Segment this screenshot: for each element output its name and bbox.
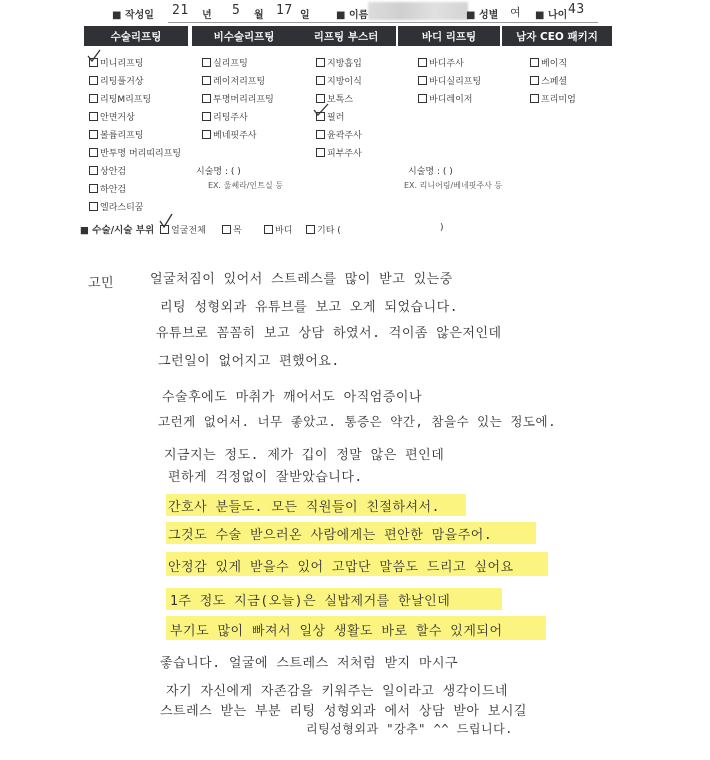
review-line: 편하게 걱정없이 잘받았습니다. (168, 470, 363, 485)
gender-value: 여 (510, 6, 522, 19)
review-line: 스트레스 받는 부분 리팅 성형외과 에서 상담 받아 보시길 (160, 704, 527, 719)
header-underline (168, 22, 598, 23)
review-line: 좋습니다. 얼굴에 스트레스 저처럼 받지 마시구 (160, 656, 459, 671)
tab-body-lifting: 바디 리프팅 (398, 26, 500, 46)
review-line: 고런게 없어서. 너무 좋았고. 통증은 약간, 참을수 있는 정도에. (158, 414, 557, 429)
age-value: 43 (568, 2, 585, 17)
date-day: 17 (276, 3, 293, 18)
review-line: 리팅성형외과 "강추" ^^ 드립니다. (306, 722, 513, 736)
procedure-example-1: EX. 울쎄라/인트실 등 (208, 181, 283, 190)
check-mark-icon (312, 102, 330, 118)
gender-label: ■ 성별 (466, 10, 499, 21)
review-line: 얼굴처짐이 있어서 스트레스를 많이 받고 있는중 (150, 272, 453, 287)
review-line: 리팅 성형외과 유튜브를 보고 오게 되었습니다. (160, 300, 459, 315)
review-line: 그런일이 없어지고 편했어요. (158, 354, 340, 369)
area-other-close: ) (440, 223, 444, 233)
name-redacted (368, 2, 468, 20)
check-mark-icon (158, 212, 174, 230)
tab-surgical-lifting: 수술리프팅 (84, 26, 188, 46)
review-line: 1주 정도 지금(오늘)은 실밥제거를 한날인데 (170, 594, 451, 609)
review-line: 그것도 수술 받으러온 사람에게는 편안한 맘을주어. (168, 528, 493, 543)
procedure-example-2: EX. 리니어링/베네핏주사 등 (404, 181, 503, 190)
check-mark-icon (86, 48, 102, 64)
name-label: ■ 이름 (336, 10, 369, 21)
area-label: ■ 수술/시술 부위 (80, 225, 155, 236)
day-label: 일 (300, 10, 310, 21)
review-line: 수술후에도 마취가 깨어서도 아직엄증이나 (162, 390, 423, 405)
review-recipient: 고민 (88, 276, 115, 291)
review-line: 자기 자신에게 자존감을 키워주는 일이라고 생각이드네 (166, 684, 508, 699)
tab-non-surgical-lifting: 비수술리프팅 (192, 26, 296, 46)
review-line: 유튜브로 꼼꼼히 보고 상담 하였서. 걱이좀 않은저인데 (156, 326, 502, 341)
age-label: ■ 나이 (535, 10, 568, 21)
date-month: 5 (232, 3, 241, 18)
tab-lifting-booster: 리프팅 부스터 (296, 26, 396, 46)
procedure-name-field-1[interactable]: 시술명 : ( ) (196, 167, 241, 177)
date-label: ■ 작성일 (112, 10, 154, 21)
review-line: 안정감 있게 받을수 있어 고맙단 말씀도 드리고 싶어요 (168, 560, 514, 575)
month-label: 월 (254, 10, 264, 21)
date-year: 21 (172, 3, 189, 18)
review-line: 부기도 많이 빠져서 일상 생활도 바로 할수 있게되어 (170, 624, 503, 639)
review-line: 간호사 분들도. 모든 직원들이 친절하셔서. (168, 500, 440, 515)
procedure-name-field-2[interactable]: 시술명 : ( ) (408, 167, 453, 177)
review-line: 지금지는 정도. 제가 깁이 정말 않은 편인데 (164, 448, 445, 463)
tab-men-ceo-package: 남자 CEO 패키지 (502, 26, 612, 46)
year-label: 년 (202, 10, 212, 21)
